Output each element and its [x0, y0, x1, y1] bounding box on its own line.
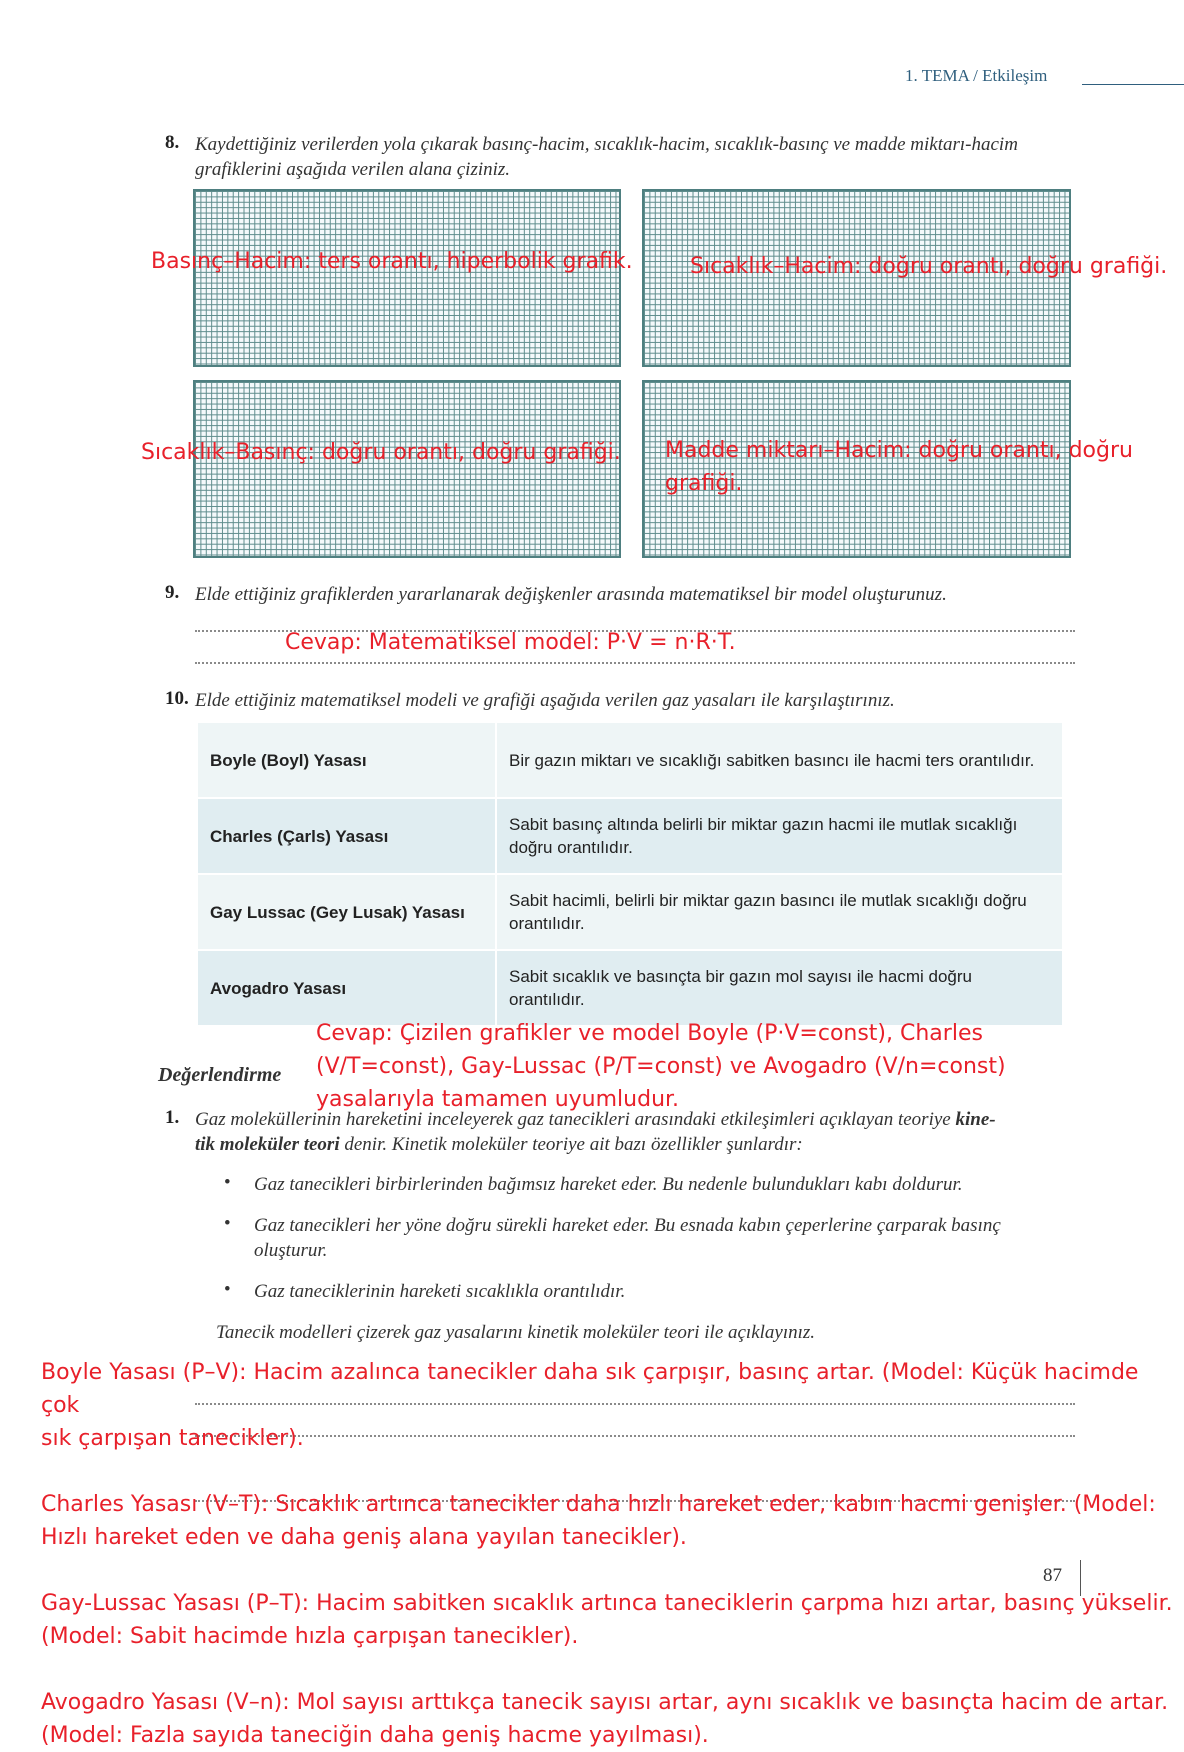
- bullet-icon: •: [224, 1172, 231, 1193]
- header-title: 1. TEMA / Etkileşim: [905, 66, 1048, 85]
- q8-text: [195, 132, 1095, 182]
- law-name: Boyle (Boyl) Yasası: [197, 722, 496, 798]
- header-rule: [1082, 84, 1184, 85]
- law-name: Avogadro Yasası: [197, 950, 496, 1026]
- answer-temperature-pressure: Sıcaklık–Basınç: doğru orantı, doğru grafiği.: [141, 440, 621, 465]
- page-number: 87: [1043, 1565, 1062, 1586]
- bullet-item-3: Gaz taneciklerinin hareketi sıcaklıkla orantılıdır.: [254, 1281, 626, 1302]
- q8-text-line2: grafiklerini aşağıda verilen alana çiziniz.: [195, 159, 511, 180]
- answer-line-2: [195, 662, 1075, 664]
- q10-number: 10.: [165, 688, 189, 709]
- answer-avogadro-line2: (Model: Fazla sayıda taneciğin daha geniş hacme yayılması).: [41, 1723, 709, 1748]
- bullet-item-2-line1: Gaz tanecikleri her yöne doğru sürekli hareket eder. Bu esnada kabın çeperlerine çarparak basınç: [254, 1215, 1001, 1236]
- law-name: Gay Lussac (Gey Lusak) Yasası: [197, 874, 496, 950]
- gas-laws-table: [196, 721, 1064, 1027]
- graph-grid-temperature-pressure[interactable]: [193, 380, 621, 558]
- bullet-item-2: [254, 1213, 1104, 1263]
- eval-q1-term-part1: kine-: [955, 1109, 996, 1130]
- answer-pressure-volume: Basınç–Hacim: ters orantı, hiperbolik grafik.: [151, 249, 633, 274]
- table-row: [197, 950, 1063, 1026]
- q9-answer: Cevap: Matematiksel model: P·V = n·R·T.: [285, 630, 736, 655]
- bullet-item-1: Gaz tanecikleri birbirlerinden bağımsız hareket eder. Bu nedenle bulundukları kabı doldurur.: [254, 1174, 963, 1195]
- evaluation-heading: Değerlendirme: [158, 1064, 282, 1086]
- law-description: Bir gazın miktarı ve sıcaklığı sabitken basıncı ile hacmi ters orantılıdır.: [496, 722, 1063, 798]
- answer-boyle-line2: sık çarpışan tanecikler).: [41, 1426, 304, 1451]
- table-row: [197, 798, 1063, 874]
- bullet-item-2-line2: oluşturur.: [254, 1240, 328, 1261]
- eval-q1-term-part2: tik moleküler teori: [195, 1134, 340, 1155]
- q8-text-line1: Kaydettiğiniz verilerden yola çıkarak basınç-hacim, sıcaklık-hacim, sıcaklık-basınç ve madde miktarı-hacim: [195, 134, 1018, 155]
- answer-charles-line1: Charles Yasası (V–T): Sıcaklık artınca tanecikler daha hızlı hareket eder, kabın hacmi genişler. (Model:: [41, 1492, 1156, 1517]
- eval-q1-line1: Gaz moleküllerinin hareketini inceleyerek gaz tanecikleri arasındaki etkileşimleri açıklayan teoriye: [195, 1109, 956, 1130]
- answer-amount-volume-line2: grafiği.: [665, 471, 743, 496]
- q8-number: 8.: [165, 132, 180, 153]
- answer-amount-volume-line1: Madde miktarı–Hacim: doğru orantı, doğru: [665, 438, 1133, 463]
- bullet-icon: •: [224, 1279, 231, 1300]
- law-description: Sabit basınç altında belirli bir miktar gazın hacmi ile mutlak sıcaklığı doğru orantılıdır.: [496, 798, 1063, 874]
- answer-avogadro-line1: Avogadro Yasası (V–n): Mol sayısı arttıkça tanecik sayısı artar, aynı sıcaklık ve basınçta hacim de artar.: [41, 1690, 1169, 1715]
- table-row: [197, 874, 1063, 950]
- eval-q1-line2: denir. Kinetik moleküler teoriye ait bazı özellikler şunlardır:: [339, 1134, 803, 1155]
- q10-answer-line2: (V/T=const), Gay-Lussac (P/T=const) ve Avogadro (V/n=const): [316, 1054, 1006, 1079]
- q10-answer-line3: yasalarıyla tamamen uyumludur.: [316, 1087, 680, 1112]
- law-name: Charles (Çarls) Yasası: [197, 798, 496, 874]
- answer-charles-line2: Hızlı hareket eden ve daha geniş alana yayılan tanecikler).: [41, 1525, 687, 1550]
- eval-q1-number: 1.: [165, 1107, 180, 1128]
- bullet-icon: •: [224, 1213, 231, 1234]
- q9-text: Elde ettiğiniz grafiklerden yararlanarak değişkenler arasında matematiksel bir model oluşturunuz.: [195, 584, 947, 605]
- answer-boyle-line1: Boyle Yasası (P–V): Hacim azalınca tanecikler daha sık çarpışır, basınç artar. (Model: Küçük hacimde çok: [41, 1360, 1139, 1418]
- q10-answer: [316, 1017, 1006, 1116]
- answer-gaylussac-line2: (Model: Sabit hacimde hızla çarpışan tanecikler).: [41, 1624, 579, 1649]
- law-description: Sabit hacimli, belirli bir miktar gazın basıncı ile mutlak sıcaklığı doğru orantılıdır.: [496, 874, 1063, 950]
- answer-gaylussac-line1: Gay-Lussac Yasası (P–T): Hacim sabitken sıcaklık artınca taneciklerin çarpma hızı artar, basınç yükselir.: [41, 1591, 1173, 1616]
- eval-instruction: Tanecik modelleri çizerek gaz yasalarını kinetik moleküler teori ile açıklayınız.: [216, 1322, 816, 1343]
- answer-temperature-volume: Sıcaklık–Hacim: doğru orantı, doğru grafiği.: [690, 254, 1168, 279]
- q10-answer-line1: Cevap: Çizilen grafikler ve model Boyle (P·V=const), Charles: [316, 1021, 983, 1046]
- graph-grid-pressure-volume[interactable]: [193, 189, 621, 367]
- q9-number: 9.: [165, 582, 180, 603]
- q10-text: Elde ettiğiniz matematiksel modeli ve grafiği aşağıda verilen gaz yasaları ile karşılaştırınız.: [195, 690, 895, 711]
- law-description: Sabit sıcaklık ve basınçta bir gazın mol sayısı ile hacmi doğru orantılıdır.: [496, 950, 1063, 1026]
- eval-q1-text: [195, 1107, 1095, 1157]
- table-row: [197, 722, 1063, 798]
- kinetic-theory-answers: [41, 1356, 1181, 1752]
- answer-amount-volume: [665, 434, 1133, 500]
